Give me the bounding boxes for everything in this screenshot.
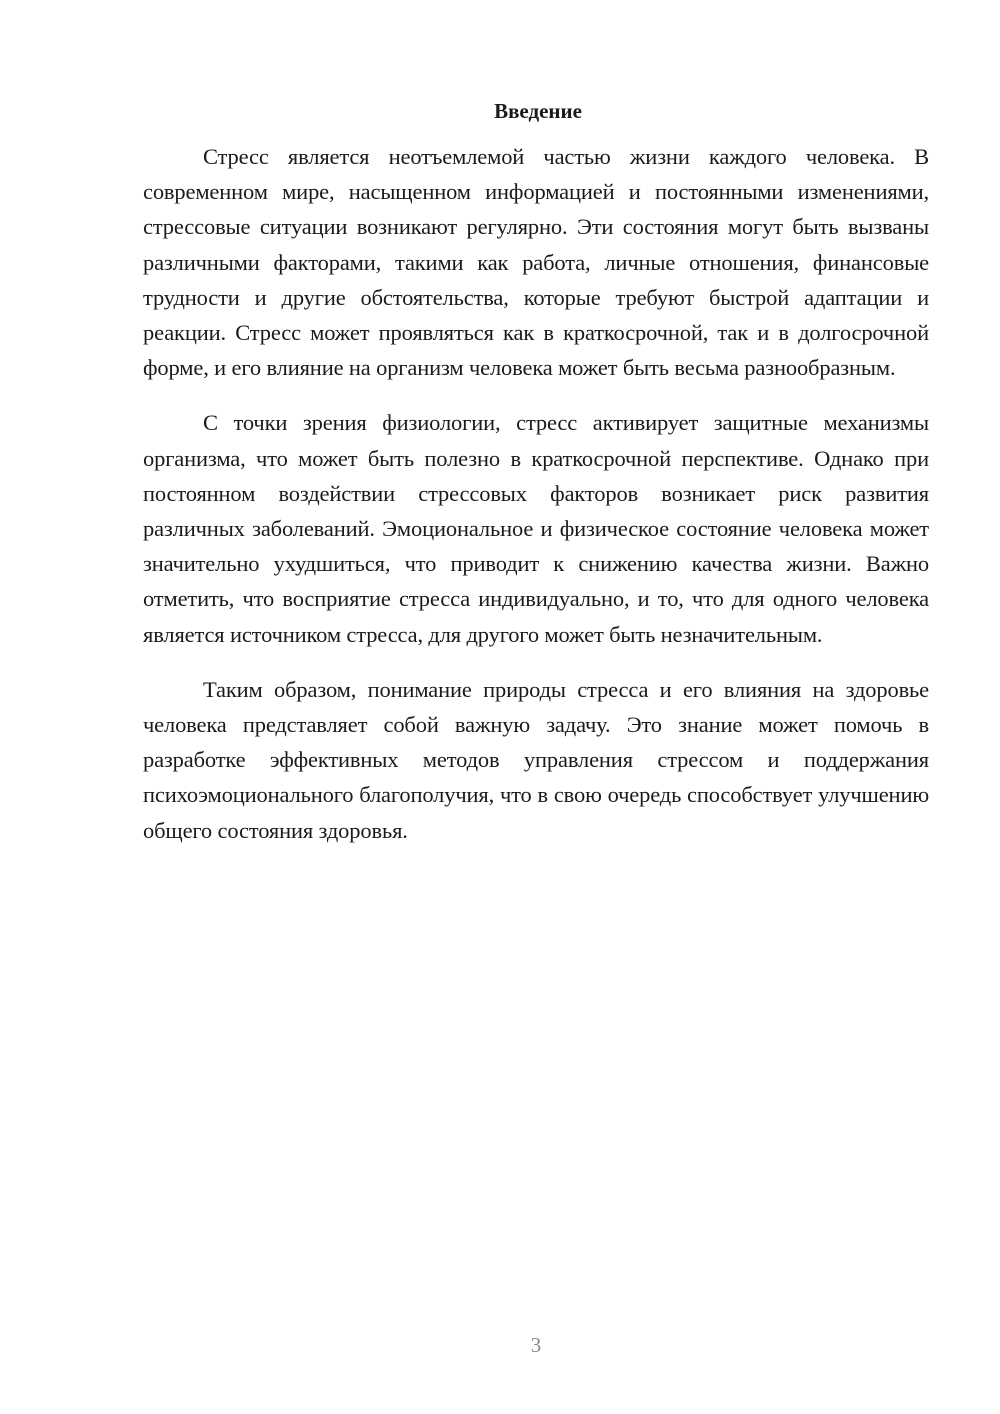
paragraph-1: Стресс является неотъемлемой частью жизни каждого человека. В современном мире, насыщенном информацией и постоянными изменениями, стрессовые ситуации возникают регулярно. Эти состояния могут быть вызваны различными факторами, такими как работа, личные отношения, финансовые трудности и другие обстоятельства, которые требуют быстрой адаптации и реакции. Стресс может проявляться как в краткосрочной, так и в долгосрочной форме, и его влияние на организм человека может быть весьма разнообразным. (143, 144, 929, 381)
paragraph-2: С точки зрения физиологии, стресс активирует защитные механизмы организма, что может быть полезно в краткосрочной перспективе. Однако при постоянном воздействии стрессовых факторов возникает риск развития различных заболеваний. Эмоциональное и физическое состояние человека может значительно ухудшиться, что приводит к снижению качества жизни. Важно отметить, что восприятие стресса индивидуально, и то, что для одного человека является источником стресса, для другого может быть незначительным. (143, 410, 929, 647)
paragraph-3: Таким образом, понимание природы стресса и его влияния на здоровье человека представляет собой важную задачу. Это знание может помочь в разработке эффективных методов управления стрессом и поддержания психоэмоционального благополучия, что в свою очередь способствует улучшению общего состояния здоровья. (143, 676, 929, 843)
page-content (143, 95, 929, 868)
page-number: 3 (530, 1333, 542, 1357)
section-title: Введение (494, 99, 582, 123)
